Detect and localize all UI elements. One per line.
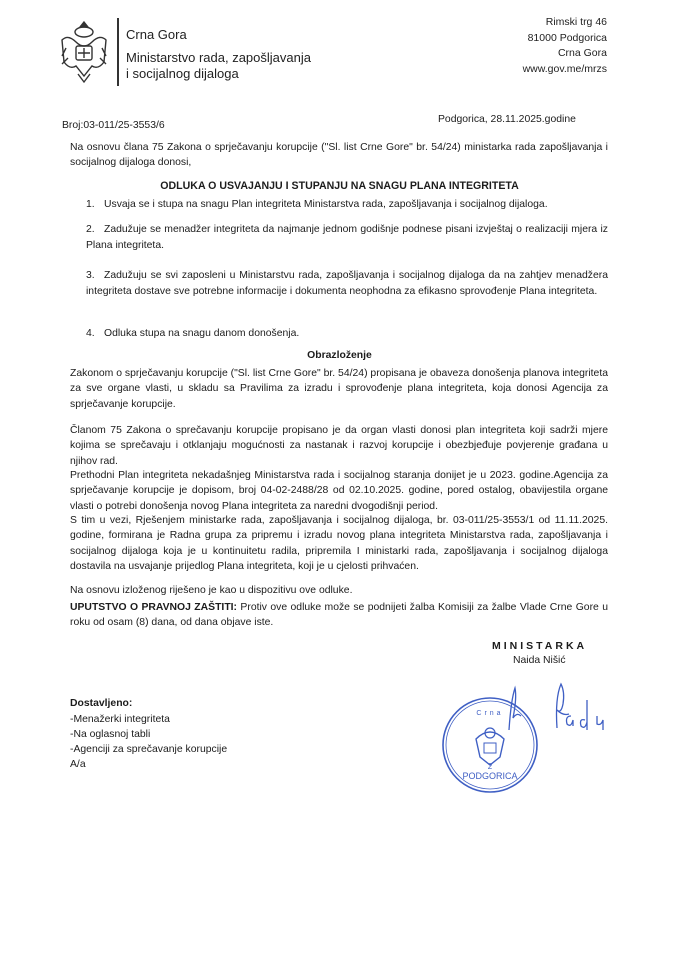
decision-item-4: 4. Odluka stupa na snagu danom donošenja.	[86, 328, 300, 339]
address-street: Rimski trg 46	[545, 16, 607, 28]
preamble: Na osnovu člana 75 Zakona o sprječavanju korupcije ("Sl. list Crne Gore" br. 54/24) ministarka rada zapošljavanja i socijalnog dijaloga donosi,	[70, 142, 608, 169]
rationale-paragraph-5: Na osnovu izloženog riješeno je kao u dispozitivu ove odluke.	[70, 585, 353, 596]
svg-text:PODGORICA: PODGORICA	[462, 771, 518, 781]
recipient-item: -Na oglasnoj tabli	[70, 729, 151, 740]
signatory-role: MINISTARKA	[492, 640, 588, 652]
legal-remedy-text: Protiv ove odluke može se podnijeti žalba Komisiji za žalbe Vlade Crne Gore u roku od osam (8) dana, od dana objave iste.	[70, 602, 608, 629]
decision-item-1: 1. Usvaja se i stupa na snagu Plan integriteta Ministarstva rada, zapošljavanja i socijalnog dijaloga.	[86, 199, 548, 210]
svg-text:2: 2	[487, 762, 493, 771]
decision-item-3: 3. Zadužuju se svi zaposleni u Ministarstvu rada, zapošljavanja i socijalnog dijaloga da na zahtjev menadžera integriteta dostave sve potrebne informacije i dokumenta neophodna za efikasno sprovođenje Plana integriteta.	[86, 270, 608, 297]
decision-item-2: 2. Zadužuje se menadžer integriteta da najmanje jednom godišnje podnese pisani izvještaj o realizaciji mjera iz Plana integriteta.	[86, 224, 608, 251]
reference-number: Broj:03-011/25-3553/6	[62, 120, 165, 131]
svg-text:Crna: Crna	[476, 710, 504, 717]
place-date: Podgorica, 28.11.2025.godine	[438, 114, 576, 125]
handwritten-signature	[505, 680, 615, 740]
legal-remedy	[70, 600, 608, 631]
delivered-label: Dostavljeno:	[70, 698, 133, 709]
rationale-paragraph-1: Zakonom o sprječavanju korupcije ("Sl. list Crne Gore" br. 54/24) propisana je obaveza donošenja planova integriteta za sve organe vlasti, u skladu sa Pravilima za izradu i sprovođenje plana integriteta, koja donosi Agencija za sprječavanje korupcije.	[70, 368, 608, 410]
recipient-item: -Menažerki integriteta	[70, 714, 170, 725]
decision-title: ODLUKA O USVAJANJU I STUPANJU NA SNAGU PLANA INTEGRITETA	[160, 180, 519, 192]
address-country: Crna Gora	[557, 47, 607, 60]
country-name: Crna Gora	[126, 27, 187, 42]
ministry-name-line1: Ministarstvo rada, zapošljavanja	[126, 50, 311, 65]
ministry-name-line2: i socijalnog dijaloga	[126, 66, 239, 81]
legal-remedy-label: UPUTSTVO O PRAVNOJ ZAŠTITI:	[70, 602, 238, 613]
recipient-item: A/a	[70, 759, 86, 770]
recipient-item: -Agenciji za sprečavanje korupcije	[70, 744, 228, 755]
signatory-name: Naida Nišić	[513, 655, 566, 666]
address-block	[523, 15, 607, 77]
rationale-paragraph-4: S tim u vezi, Rješenjem ministarke rada, zapošljavanja i socijalnog dijaloga, br. 03-011/25-3553/1 od 11.11.2025. godine, formirana je Radna grupa za pripremu i izradu novog plana integriteta Ministarstva rada, zapošljavanja i socijalnog dijaloga koja je u kontinuitetu radila, pripremila I ministarki rada, zapošljavanja i socijalnog dijaloga dostavila na usvajanje prijedlog Plana integriteta, koji je u cjelosti prihvaćen.	[70, 515, 608, 572]
rationale-paragraph-2: Članom 75 Zakona o sprečavanju korupcije propisano je da organ vlasti donosi plan integriteta koji sadrži mjere kojima se sprečavaju i otklanjaju mogućnosti za nastanak i razvoj korupcije i obezbjeđuje povjerenje građana u njihov rad.	[70, 425, 608, 467]
recipient-list	[70, 712, 227, 772]
rationale-paragraph-3: Prethodni Plan integriteta nekadašnjeg Ministarstva rada i socijalnog staranja donijet je u 2023. godine.Agencija za sprječavanje korupcije je dopisom, broj 04-02-2488/28 od 02.10.2025. godine, pored ostalog, obavijestila organe vlasti o potrebi donošenja novog Plana integriteta za naredni dvogodišnji period.	[70, 470, 608, 512]
address-website[interactable]: www.gov.me/mrzs	[522, 62, 607, 75]
header-divider	[117, 18, 119, 86]
rationale-heading: Obrazloženje	[307, 350, 372, 361]
coat-of-arms-logo	[56, 18, 112, 88]
address-postal: 81000 Podgorica	[527, 31, 607, 44]
